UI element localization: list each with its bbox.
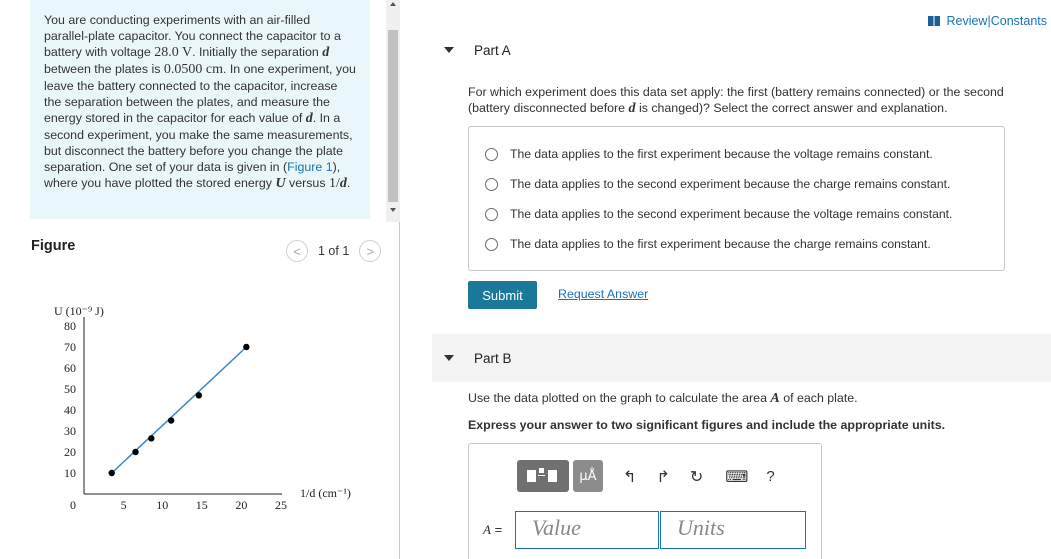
submit-button[interactable]: Submit — [468, 281, 537, 309]
y-tick-label: 10 — [64, 466, 76, 480]
answer-options — [468, 126, 1005, 271]
template-icon — [526, 466, 560, 486]
y-tick-label: 20 — [64, 445, 76, 459]
x-tick-label: 0 — [70, 498, 76, 512]
radio-button[interactable] — [485, 178, 498, 191]
x-tick-label: 15 — [195, 498, 208, 512]
caret-down-icon[interactable] — [444, 355, 454, 361]
part-a-header[interactable] — [432, 26, 1051, 74]
request-answer-link[interactable]: Request Answer — [558, 287, 649, 301]
y-axis-label: U (10⁻⁹ J) — [54, 304, 104, 318]
review-link[interactable]: Review — [946, 14, 988, 28]
part-b-instructions: Express your answer to two significant figures and include the appropriate units. — [468, 418, 946, 432]
part-b-header[interactable] — [432, 334, 1051, 382]
scroll-down-icon[interactable] — [390, 208, 396, 212]
part-b-question: Use the data plotted on the graph to calculate the area A of each plate. — [468, 391, 858, 406]
figure-title: Figure — [31, 238, 76, 254]
mu-angstrom-icon: μÅ — [579, 468, 597, 484]
figure-count: 1 of 1 — [318, 244, 350, 258]
option-label: The data applies to the second experiment because the voltage remains constant. — [510, 207, 953, 221]
option-1[interactable] — [485, 147, 933, 161]
keyboard-icon[interactable]: ⌨ — [725, 466, 749, 486]
figure-pager — [286, 240, 381, 262]
constants-link[interactable]: Constants — [990, 14, 1047, 28]
undo-icon[interactable]: ↰ — [623, 466, 637, 486]
data-series-line — [112, 347, 247, 473]
left-pane — [0, 0, 400, 559]
caret-down-icon[interactable] — [444, 47, 454, 53]
y-tick-label: 70 — [64, 340, 76, 354]
figure-link[interactable]: Figure 1 — [287, 160, 333, 174]
value-input[interactable]: Value — [515, 511, 659, 549]
next-figure-button[interactable] — [359, 240, 381, 262]
part-a-label: Part A — [474, 42, 511, 58]
y-tick-label: 30 — [64, 424, 76, 438]
math-toolbar — [517, 460, 775, 492]
option-3[interactable] — [485, 207, 952, 221]
reset-icon[interactable]: ↻ — [689, 466, 704, 486]
problem-statement: You are conducting experiments with an air-filled parallel-plate capacitor. You connect the capacitor to a battery with voltage 28.0 V. Initially the separation d between the plates is 0.0500 cm. In one experiment, you leave the battery connected to the capacitor, increase the separation between the plates, and measure the energy stored in the capacitor for each value of d. In a second experiment, you make the same measurements, but disconnect the battery before you change the plate separation. One set of your data is given in (Figure 1), where you have plotted the stored energy U versus 1/d. — [30, 0, 370, 219]
problem-scrollbar[interactable] — [386, 0, 400, 222]
data-point — [243, 344, 249, 350]
units-input[interactable]: Units — [660, 511, 806, 549]
y-tick-label: 60 — [64, 361, 76, 375]
x-tick-label: 25 — [275, 498, 287, 512]
scroll-up-icon[interactable] — [390, 2, 396, 6]
right-pane — [402, 0, 1051, 559]
data-point — [148, 435, 154, 441]
radio-button[interactable] — [485, 208, 498, 221]
radio-button[interactable] — [485, 148, 498, 161]
chevron-right-icon: > — [366, 243, 375, 259]
option-2[interactable] — [485, 177, 950, 191]
units-symbol-button[interactable] — [573, 460, 603, 492]
book-icon — [928, 16, 940, 26]
help-icon[interactable]: ? — [766, 467, 775, 485]
option-label: The data applies to the first experiment because the voltage remains constant. — [510, 147, 933, 161]
chevron-left-icon: < — [293, 243, 301, 259]
x-tick-label: 10 — [156, 498, 169, 512]
option-label: The data applies to the second experiment because the charge remains constant. — [510, 177, 951, 191]
x-tick-label: 5 — [120, 498, 127, 512]
data-point — [196, 392, 202, 398]
answer-entry-box — [468, 443, 822, 559]
data-point — [109, 470, 115, 476]
template-button[interactable] — [517, 460, 569, 492]
redo-icon[interactable]: ↱ — [656, 466, 670, 486]
energy-chart — [0, 295, 400, 525]
answer-label: A = — [483, 522, 503, 537]
scroll-thumb[interactable] — [388, 30, 398, 202]
part-b-label: Part B — [474, 350, 512, 366]
data-point — [168, 417, 174, 423]
link-separator: | — [987, 14, 991, 28]
y-tick-label: 40 — [64, 403, 76, 417]
prev-figure-button[interactable] — [286, 240, 308, 262]
radio-button[interactable] — [485, 238, 498, 251]
y-tick-label: 80 — [64, 319, 76, 333]
option-label: The data applies to the first experiment because the charge remains constant. — [510, 237, 931, 251]
x-axis-label: 1/d (cm⁻¹) — [300, 486, 351, 500]
x-tick-label: 20 — [235, 498, 248, 512]
y-tick-label: 50 — [64, 382, 76, 396]
option-4[interactable] — [485, 237, 931, 251]
data-point — [132, 449, 138, 455]
part-a-question: For which experiment does this data set apply: the first (battery remains connected) or the second (battery disconnected before d is changed)? Select the correct answer and explanation. — [468, 85, 1004, 116]
